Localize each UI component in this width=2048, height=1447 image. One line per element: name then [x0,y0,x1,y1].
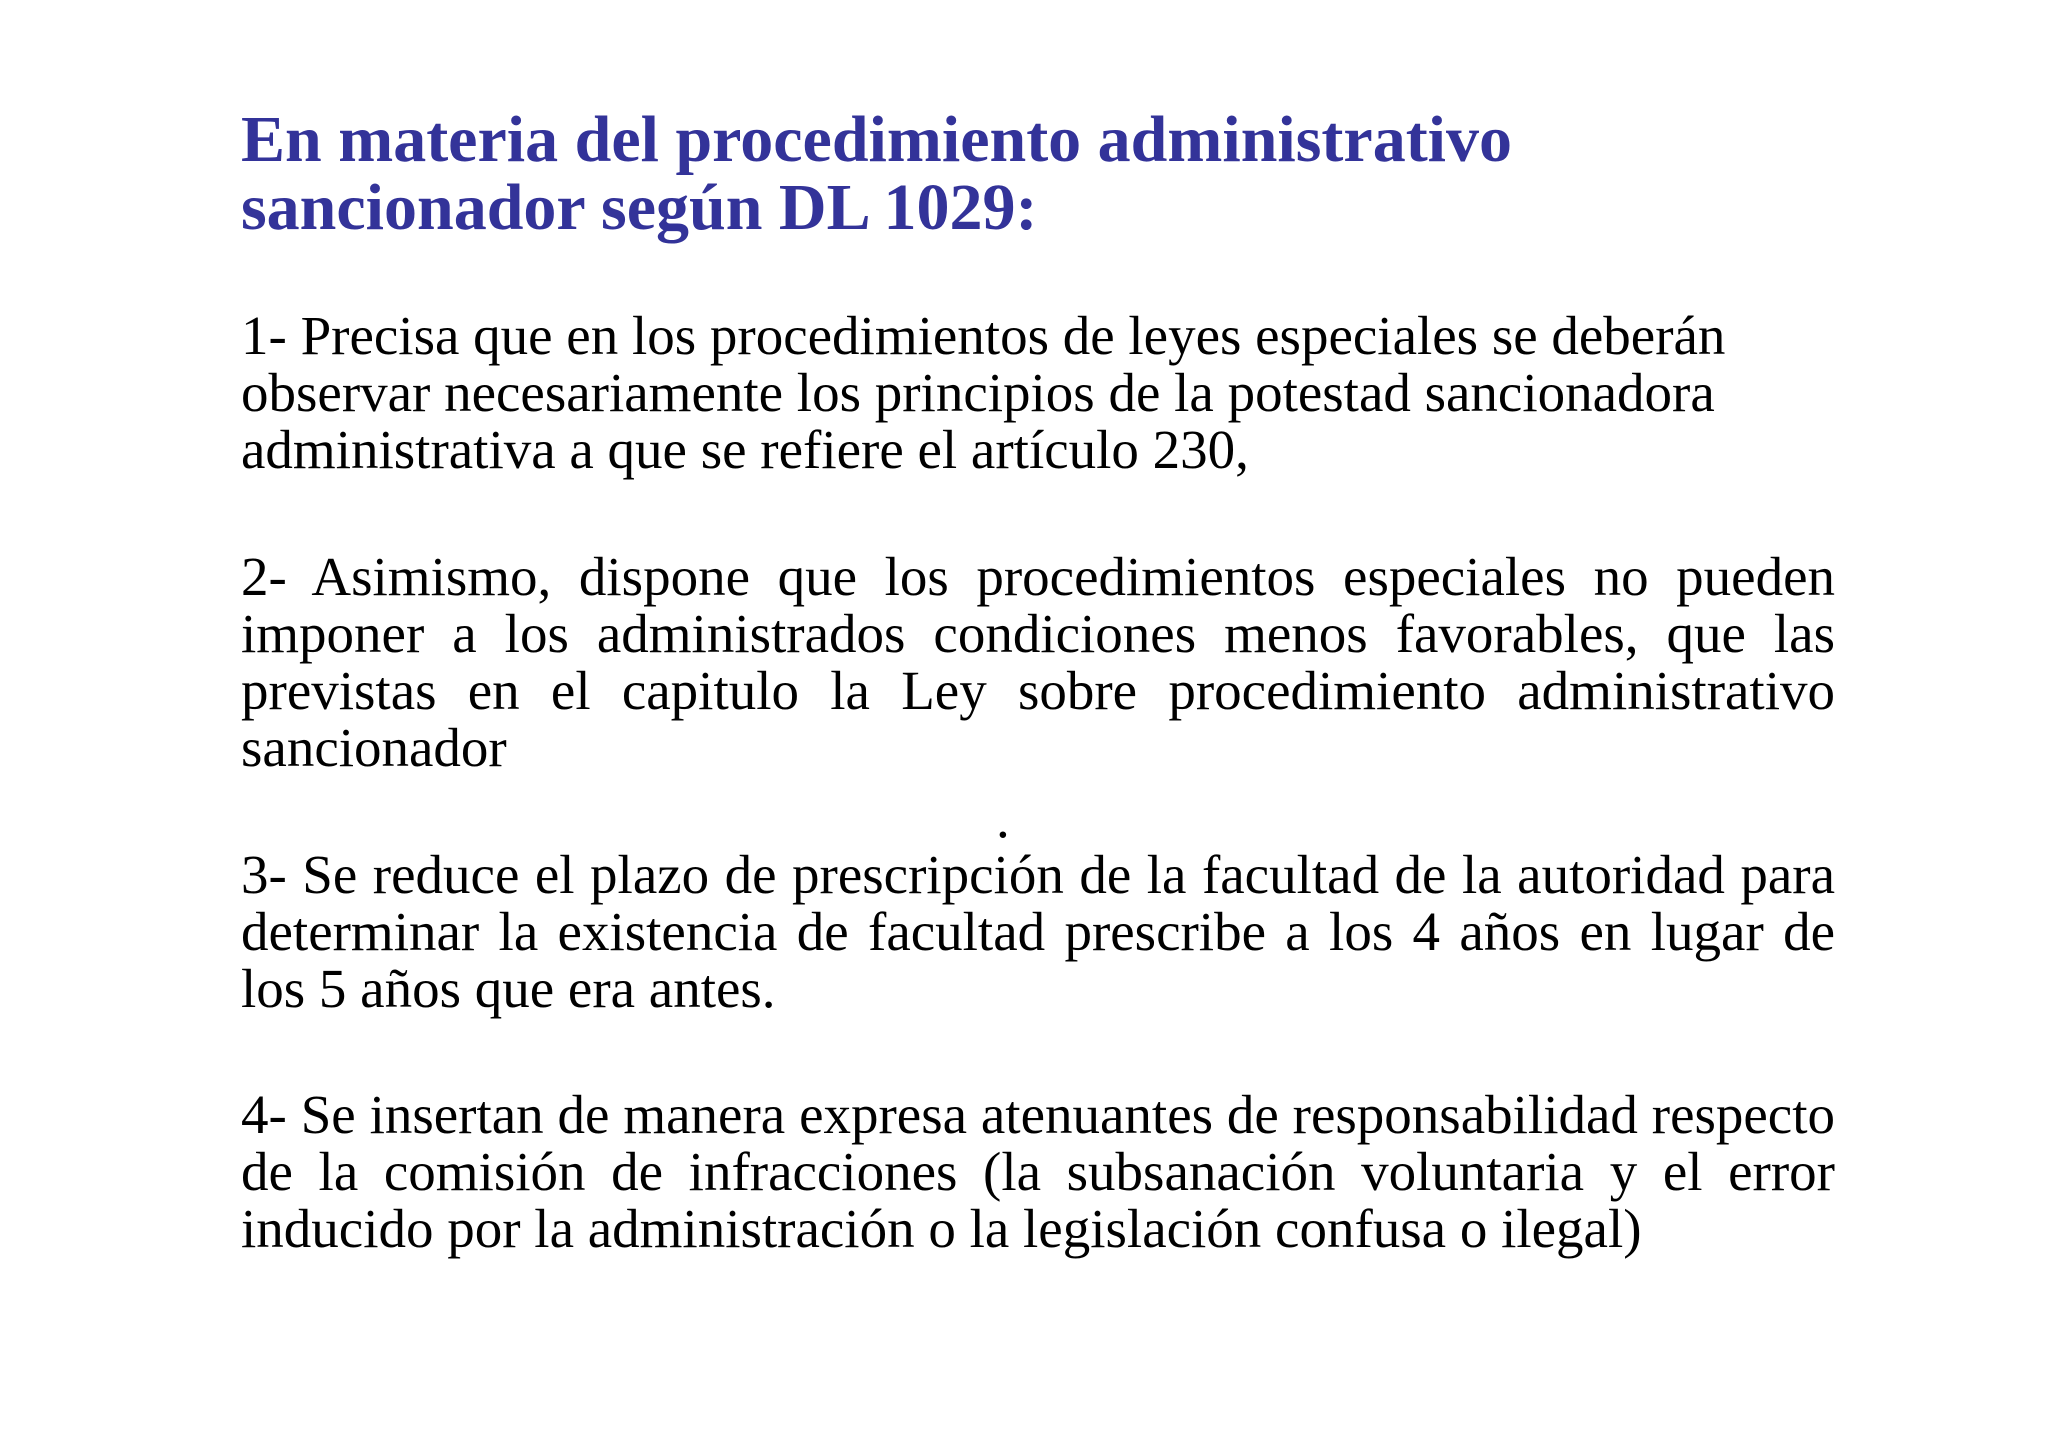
paragraph-2: 2- Asimismo, dispone que los procedimientos especiales no pueden imponer a los administrados condiciones menos favorables, que las previstas en el capitulo la Ley sobre procedimiento administrativo sancionador [241,546,1835,778]
paragraph-3: 3- Se reduce el plazo de prescripción de la facultad de la autoridad para determinar la existencia de facultad prescribe a los 4 años en lugar de los 5 años que era antes. [241,844,1835,1019]
stray-dot: . [996,788,1010,849]
slide-title: En materia del procedimiento administrativo sancionador según DL 1029: [241,103,1513,244]
paragraph-4: 4- Se insertan de manera expresa atenuantes de responsabilidad respecto de la comisión de infracciones (la subsanación voluntaria y el error inducido por la administración o la legislación confusa o ilegal) [241,1084,1835,1259]
paragraph-1: 1- Precisa que en los procedimientos de leyes especiales se deberán observar necesariamente los principios de la potestad sancionadora administrativa a que se refiere el artículo 230, [241,305,1726,480]
